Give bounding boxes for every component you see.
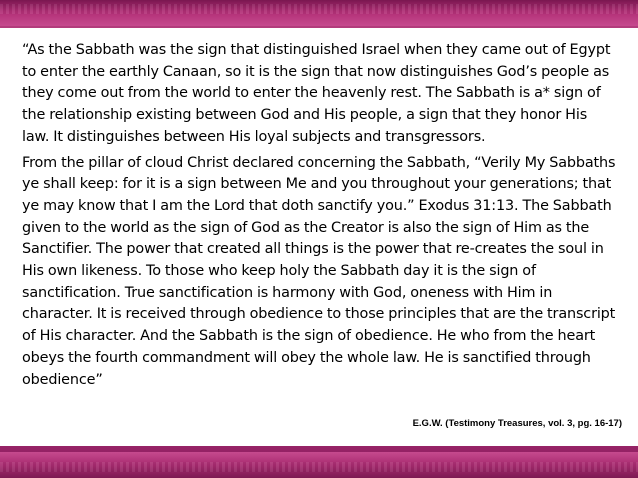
quote-attribution: E.G.W. (Testimony Treasures, vol. 3, pg. 16-17): [412, 418, 622, 429]
quote-panel: [0, 28, 638, 446]
bottom-decorative-band: [0, 452, 638, 478]
quote-paragraph-1: “As the Sabbath was the sign that distinguished Israel when they came out of Egypt to enter the earthly Canaan, so it is the sign that now distinguishes God’s people as they come out from the world to enter the heavenly rest. The Sabbath is a* sign of the relationship existing between God and His people, a sign that they honor His law. It distinguishes between His loyal subjects and transgressors.: [22, 42, 611, 145]
top-decorative-band: [0, 0, 638, 26]
quote-paragraph-2: From the pillar of cloud Christ declared concerning the Sabbath, “Verily My Sabbaths ye shall keep: for it is a sign between Me and you throughout your generations; that ye may know that I am the Lord that doth sanctify you.” Exodus 31:13. The Sabbath given to the world as the sign of God as the Creator is also the sign of Him as the Sanctifier. The power that created all things is the power that re-creates the soul in His own likeness. To those who keep holy the Sabbath day it is the sign of sanctification. True sanctification is harmony with God, oneness with Him in character. It is received through obedience to those principles that are the transcript of His character. And the Sabbath is the sign of obedience. He who from the heart obeys the fourth commandment will obey the whole law. He is sanctified through obedience”: [22, 154, 616, 388]
